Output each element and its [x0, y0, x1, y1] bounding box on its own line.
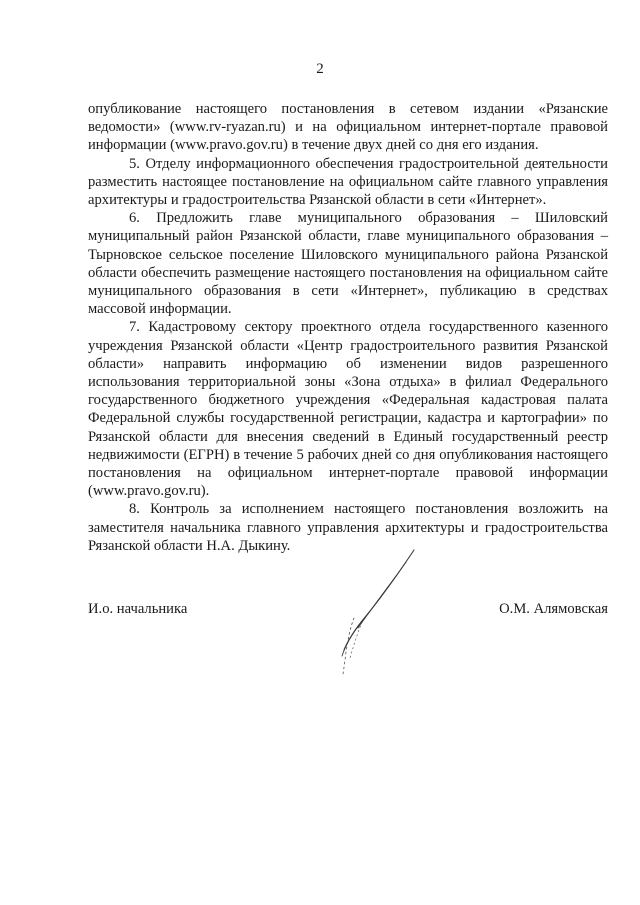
paragraph-item-5: 5. Отделу информационного обеспечения градостроительной деятельности разместить настоящее постановление на официальном сайте главного управления архитектуры и градостроительства Рязанской области в сети «Интернет».: [88, 155, 608, 209]
paragraph-item-6: 6. Предложить главе муниципального образования – Шиловский муниципальный район Рязанской области, главе муниципального образования – Тырновское сельское поселение Шиловского муниципального района Рязанской области обеспечить размещение настоящего постановления на официальном сайте муниципального образования в сети «Интернет», публикацию в средствах массовой информации.: [88, 210, 608, 318]
signatory-name: О.М. Алямовская: [499, 601, 608, 617]
signatory-position: И.о. начальника: [88, 601, 188, 617]
paragraph-continuation: опубликование настоящего постановления в сетевом издании «Рязанские ведомости» (www.rv-ryazan.ru) и на официальном интернет-портале правовой информации (www.pravo.gov.ru) в течение двух дней со дня его издания.: [88, 101, 608, 154]
document-body: [88, 100, 608, 555]
handwritten-signature-icon: [336, 548, 426, 678]
paragraph-item-8: 8. Контроль за исполнением настоящего постановления возложить на заместителя начальника главного управления архитектуры и градостроительства Рязанской области Н.А. Дыкину.: [88, 501, 608, 554]
paragraph-item-7: 7. Кадастровому сектору проектного отдела государственного казенного учреждения Рязанской области «Центр градостроительного развития Рязанской области» направить информацию об изменении видов разрешенного использования территориальной зоны «Зона отдыха» в филиал Федерального государственного бюджетного учреждения «Федеральная кадастровая палата Федеральной службы государственной регистрации, кадастра и картографии» по Рязанской области для внесения сведений в Единый государственный реестр недвижимости (ЕГРН) в течение 5 рабочих дней со дня опубликования настоящего постановления на официальном интернет-портале правовой информации (www.pravo.gov.ru).: [88, 319, 608, 500]
page-number: 2: [316, 61, 324, 77]
